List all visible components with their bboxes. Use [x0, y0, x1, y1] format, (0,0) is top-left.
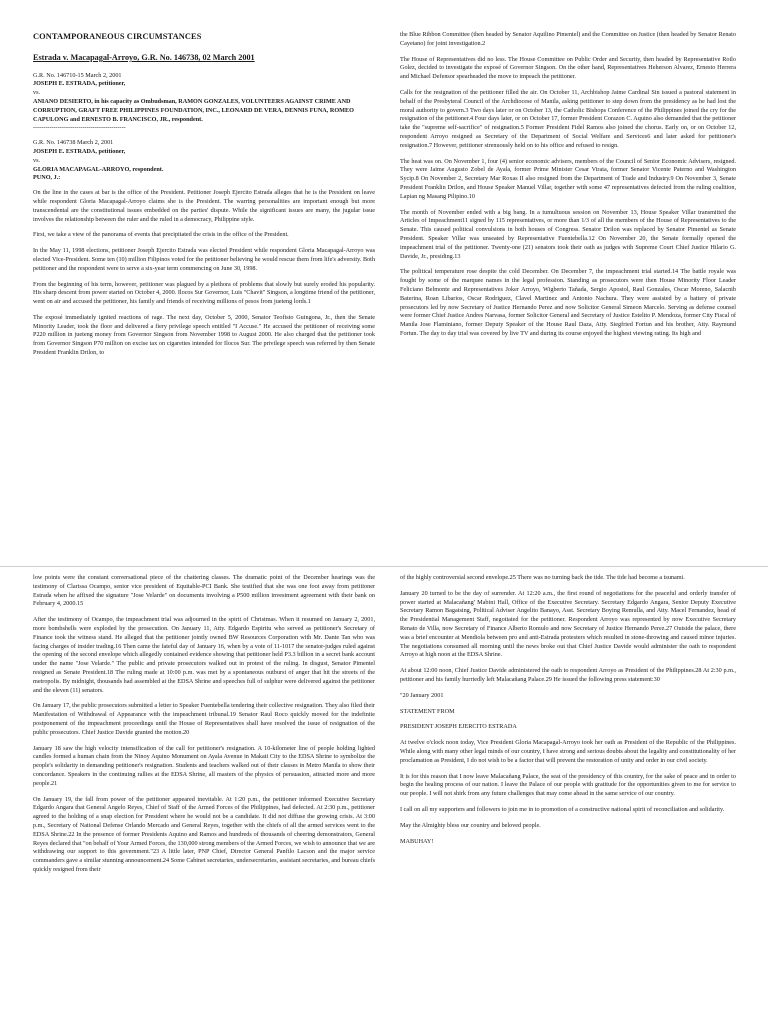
caption-line: G.R. No. 146710-15 March 2, 2001	[33, 71, 122, 79]
paragraph: At twelve o'clock noon today, Vice President Gloria Macapagal-Arroyo took her oath as President of the Republic of the Philippines. While along with many other legal minds of our country, I have strong and serious doubts about the legality and constitutionality of her proclamation as President, I do not wish to be a factor that will prevent the restoration of unity and order in our civil society.	[400, 739, 736, 764]
paragraph: First, we take a view of the panorama of events that precipitated the crisis in the office of the President.	[33, 231, 289, 239]
case-caption-2	[33, 139, 375, 183]
statement-closing: MABUHAY!	[400, 837, 434, 845]
page-2	[0, 572, 768, 1024]
paragraph: The political temperature rose despite the cold December. On December 7, the impeachment trial started.14 The battle royale was fought by some of the marquee names in the legal profession. Standing as prosecutors were then House Minority Floor Leader Feliciano Belmonte and Representatives Joker Arroyo, Wigberto Tañada, Sergio Apostol, Raul Gonzales, Oscar Moreno, Salacnib Baterina, Roan Libarios, Oscar Rodriguez, Clavel Martinez and Antonio Nachura. They were assisted by a battery of private prosecutors led by now Secretary of Justice Hernando Perez and now Solicitor General Simeon Marcelo. Serving as defense counsel were former Chief Justice Andres Narvasa, former Solicitor General and Secretary of Justice Estelito P. Mendoza, former City Fiscal of Manila Jose Flaminiano, former Deputy Speaker of the House Raul Daza, Atty. Siegfried Fortun and his brother, Atty. Raymund Fortun. The day to day trial was covered by live TV and during its course enjoyed the highest viewing rating. Its high and	[400, 268, 736, 337]
page-2-right-column	[400, 574, 736, 1024]
paragraph: I call on all my supporters and followers to join me in to promotion of a constructive national spirit of reconciliation and solidarity.	[400, 805, 725, 813]
page-1-left-column	[33, 31, 375, 559]
paragraph: January 18 saw the high velocity intensification of the call for petitioner's resignation. A 10-kilometer line of people holding lighted candles formed a human chain from the Ninoy Aquino Monument on Ayala Avenue in Makati City to the EDSA Shrine to symbolize the people's solidarity in demanding petitioner's resignation. Students and teachers walked out of their classes in Metro Manila to show their concordance. Speakers in the continuing rallies at the EDSA Shrine, all masters of the physics of persuasion, attracted more and more people.21	[33, 744, 375, 787]
caption-line: JOSEPH E. ESTRADA, petitioner,	[33, 80, 126, 88]
paragraph: The exposé immediately ignited reactions of rage. The next day, October 5, 2000, Senator Teofisto Guingona, Jr., then the Senate Minority Leader, took the floor and delivered a fiery privilege speech entitled "I Accuse." He accused the petitioner of receiving some P220 million in jueteng money from Governor Singson from November 1998 to August 2000. He also charged that the petitioner took from Governor Singson P70 million on excise tax on cigarettes intended for Ilocos Sur. The privilege speech was referred by then Senate President Franklin Drilon, to	[33, 313, 375, 357]
paragraph: It is for this reason that I now leave Malacañang Palace, the seat of the presidency of this country, for the sake of peace and in order to begin the healing process of our nation. I leave the Palace of our people with gratitude for the opportunities given to me for service to our people. I will not shirk from any future challenges that may come ahead in the same service of our country.	[400, 772, 736, 798]
paragraph: From the beginning of his term, however, petitioner was plagued by a plethora of problems that slowly but surely eroded his popularity. His sharp descent from power started on October 4, 2000. Ilocos Sur Governor, Luis "Chavit" Singson, a longtime friend of the petitioner, went on air and accused the petitioner, his family and friends of receiving millions of pesos from jueteng lords.1	[33, 280, 375, 306]
caption-line: ANIANO DESIERTO, in his capacity as Ombudsman, RAMON GONZALES, VOLUNTEERS AGAINST CRIME AND CORRUPTION, GRAFT FREE PHILIPPINES FOUNDATION, INC., LEONARD DE VERA, DENNIS FUNA, ROMEO CAPULONG and ERNESTO B. FRANCISCO, JR., respondent.	[33, 97, 354, 123]
caption-line: JOSEPH E. ESTRADA, petitioner,	[33, 147, 126, 155]
page-1-right-column	[400, 31, 736, 559]
case-title: Estrada v. Macapagal-Arroyo, G.R. No. 146738, 02 March 2001	[33, 52, 255, 62]
paragraph: On the line in the cases at bar is the office of the President. Petitioner Joseph Ejercito Estrada alleges that he is the President on leave while respondent Gloria Macapagal-Arroyo claims she is the President. The warring personalities are important enough but more transcendental are the constitutional issues embedded on the parties' dispute. While the significant issues are many, the jugular issue involves the relationship between the ruler and the ruled in a democracy, Philippine style.	[33, 189, 375, 223]
statement-heading: STATEMENT FROM	[400, 707, 455, 715]
paragraph: the Blue Ribbon Committee (then headed by Senator Aquilino Pimentel) and the Committee on Justice (then headed by Senator Renato Cayetano) for joint investigation.2	[400, 31, 736, 47]
page-2-left-column	[33, 574, 375, 1024]
page-divider	[0, 566, 768, 567]
paragraph: On January 17, the public prosecutors submitted a letter to Speaker Fuentebella tendering their collective resignation. They also filed their Manifestation of Withdrawal of Appearance with the impeachment tribunal.19 Senator Raul Roco quickly moved for the indefinite postponement of the impeachment proceedings until the House of Representatives shall have resolved the issue of resignation of the public prosecutors. Chief Justice Davide granted the motion.20	[33, 702, 375, 736]
paragraph: The month of November ended with a big bang. In a tumultuous session on November 13, House Speaker Villar transmitted the Articles of Impeachment11 signed by 115 representatives, or more than 1/3 of all the members of the House of Representatives to the Senate. This caused political convulsions in both houses of Congress. Senator Drilon was replaced by Senator Pimentel as Senate President. Speaker Villar was unseated by Representative Fuentebella.12 On November 20, the Senate formally opened the impeachment trial of the petitioner. Twenty-one (21) senators took their oath as judges with Supreme Court Chief Justice Hilario G. Davide, Jr., presiding.13	[400, 208, 736, 260]
caption-line: vs.	[33, 156, 41, 164]
paragraph: In the May 11, 1998 elections, petitioner Joseph Ejercito Estrada was elected President while respondent Gloria Macapagal-Arroyo was elected Vice-President. Some ten (10) million Filipinos voted for the petitioner believing he would rescue them from life's adversity. Both petitioner and the respondent were to serve a six-year term commencing on June 30, 1998.	[33, 247, 375, 272]
caption-line: G.R. No. 146738 March 2, 2001	[33, 139, 114, 147]
case-caption-1	[33, 72, 375, 134]
caption-line: PUNO, J.:	[33, 174, 61, 182]
paragraph: The heat was on. On November 1, four (4) senior economic advisers, members of the Council of Senior Economic Advisers, resigned. They were Jaime Augusto Zobel de Ayala, former Prime Minister Cesar Virata, former Senator Vicente Paterno and Washington Sycip.8 On November 2, Secretary Mar Roxas II also resigned from the Department of Trade and Industry.9 On November 3, Senate President Franklin Drilon, and House Speaker Manuel Villar, together with some 47 representatives defected from the ruling coalition, Lapian ng Masang Pilipino.10	[400, 157, 736, 200]
statement-date: "20 January 2001	[400, 691, 444, 699]
paragraph: of the highly controversial second envelope.25 There was no turning back the tide. The tide had become a tsunami.	[400, 574, 685, 581]
caption-separator: ---------------------------------------------	[33, 124, 126, 132]
caption-line: GLORIA MACAPAGAL-ARROYO, respondent.	[33, 165, 164, 173]
paragraph: On January 19, the fall from power of the petitioner appeared inevitable. At 1:20 p.m., the petitioner informed Executive Secretary Edgardo Angara that General Angelo Reyes, Chief of Staff of the Armed Forces of the Philippines, had defected. At 2:30 p.m., petitioner agreed to the holding of a snap election for President where he would not be a candidate. It did not diffuse the growing crisis. At 3:00 p.m., Secretary of National Defense Orlando Mercado and General Reyes, together with the chiefs of all the armed services went to the EDSA Shrine.22 In the presence of former Presidents Aquino and Ramos and hundreds of thousands of cheering demonstrators, General Reyes declared that "on behalf of Your Armed Forces, the 130,000 strong members of the Armed Forces, we wish to announce that we are withdrawing our support to this government."23 A little later, PNP Chief, Director General Panfilo Lacson and the major service commanders gave a similar stunning announcement.24 Some Cabinet secretaries, undersecretaries, assistant secretaries, and bureau chiefs quickly resigned from their	[33, 795, 375, 873]
paragraph: At about 12:00 noon, Chief Justice Davide administered the oath to respondent Arroyo as President of the Philippines.28 At 2:30 p.m., petitioner and his family hurriedly left Malacañang Palace.29 He issued the following press statement:30	[400, 667, 736, 683]
paragraph: May the Almighty bless our country and beloved people.	[400, 821, 541, 829]
paragraph: After the testimony of Ocampo, the impeachment trial was adjourned in the spirit of Christmas. When it resumed on January 2, 2001, more bombshells were exploded by the prosecution. On January 11, Atty. Edgardo Espiritu who served as petitioner's Secretary of Finance took the witness stand. He alleged that the petitioner jointly owned BW Resources Corporation with Mr. Dante Tan who was facing charges of insider trading.16 Then came the fateful day of January 16, when by a vote of 11-1017 the senator-judges ruled against the opening of the second envelope which allegedly contained evidence showing that petitioner held P3.3 billion in a secret bank account under the name "Jose Velarde." The public and private prosecutors walked out in protest of the ruling. In disgust, Senator Pimentel resigned as Senate President.18 The ruling made at 10:00 p.m. was met by a spontaneous outburst of anger that hit the streets of the metropolis. By midnight, thousands had assembled at the EDSA Shrine and speeches full of sulphur were delivered against the petitioner and the eleven (11) senators.	[33, 616, 375, 694]
paragraph: Calls for the resignation of the petitioner filled the air. On October 11, Archbishop Jaime Cardinal Sin issued a pastoral statement in behalf of the Presbyteral Council of the Archdiocese of Manila, asking petitioner to step down from the presidency as he had lost the moral authority to govern.3 Two days later or on October 13, the Catholic Bishops Conference of the Philippines joined the cry for the resignation of the petitioner.4 Four days later, or on October 17, former President Corazon C. Aquino also demanded that the petitioner take the "supreme self-sacrifice" of resignation.5 Former President Fidel Ramos also joined the chorus. Early on, or on October 12, respondent Arroyo resigned as Secretary of the Department of Social Welfare and Services6 and later asked for petitioner's resignation.7 However, petitioner strenuously held on to his office and refused to resign.	[400, 88, 736, 149]
paragraph: The House of Representatives did no less. The House Committee on Public Order and Security, then headed by Representative Roilo Golez, decided to investigate the exposé of Governor Singson. On the other hand, Representatives Heherson Alvarez, Ernesto Herrera and Michael Defensor spearheaded the move to impeach the petitioner.	[400, 55, 736, 81]
paragraph: January 20 turned to be the day of surrender. At 12:20 a.m., the first round of negotiations for the peaceful and orderly transfer of power started at Malacañang' Mabini Hall, Office of the Executive Secretary. Secretary Edgardo Angara, Senior Deputy Executive Secretary Ramon Bagatsing, Political Adviser Angelito Banayo, Asst. Secretary Boying Remulla, and Atty. Macel Fernandez, head of the Presidential Management Staff, negotiated for the petitioner. Respondent Arroyo was represented by now Executive Secretary Renato de Villa, now Secretary of Finance Alberto Romulo and now Secretary of Justice Hernando Perez.27 Outside the palace, there was a brief encounter at Mendiola between pro and anti-Estrada protesters which resulted in stone-throwing and caused minor injuries. The negotiations consumed all morning until the news broke out that Chief Justice Davide would administer the oath to respondent Arroyo at high noon at the EDSA Shrine.	[400, 589, 736, 659]
document-title: CONTAMPORANEOUS CIRCUMSTANCES	[33, 32, 202, 41]
statement-heading: PRESIDENT JOSEPH EJERCITO ESTRADA	[400, 723, 517, 731]
caption-line: vs.	[33, 89, 41, 97]
paragraph: low points were the constant conversational piece of the chattering classes. The dramatic point of the December hearings was the testimony of Clarissa Ocampo, senior vice president of Equitable-PCI Bank. She testified that she was one foot away from petitioner Estrada when he affixed the signature "Jose Velarde" on documents involving a P500 million investment agreement with their bank on February 4, 2000.15	[33, 574, 375, 608]
